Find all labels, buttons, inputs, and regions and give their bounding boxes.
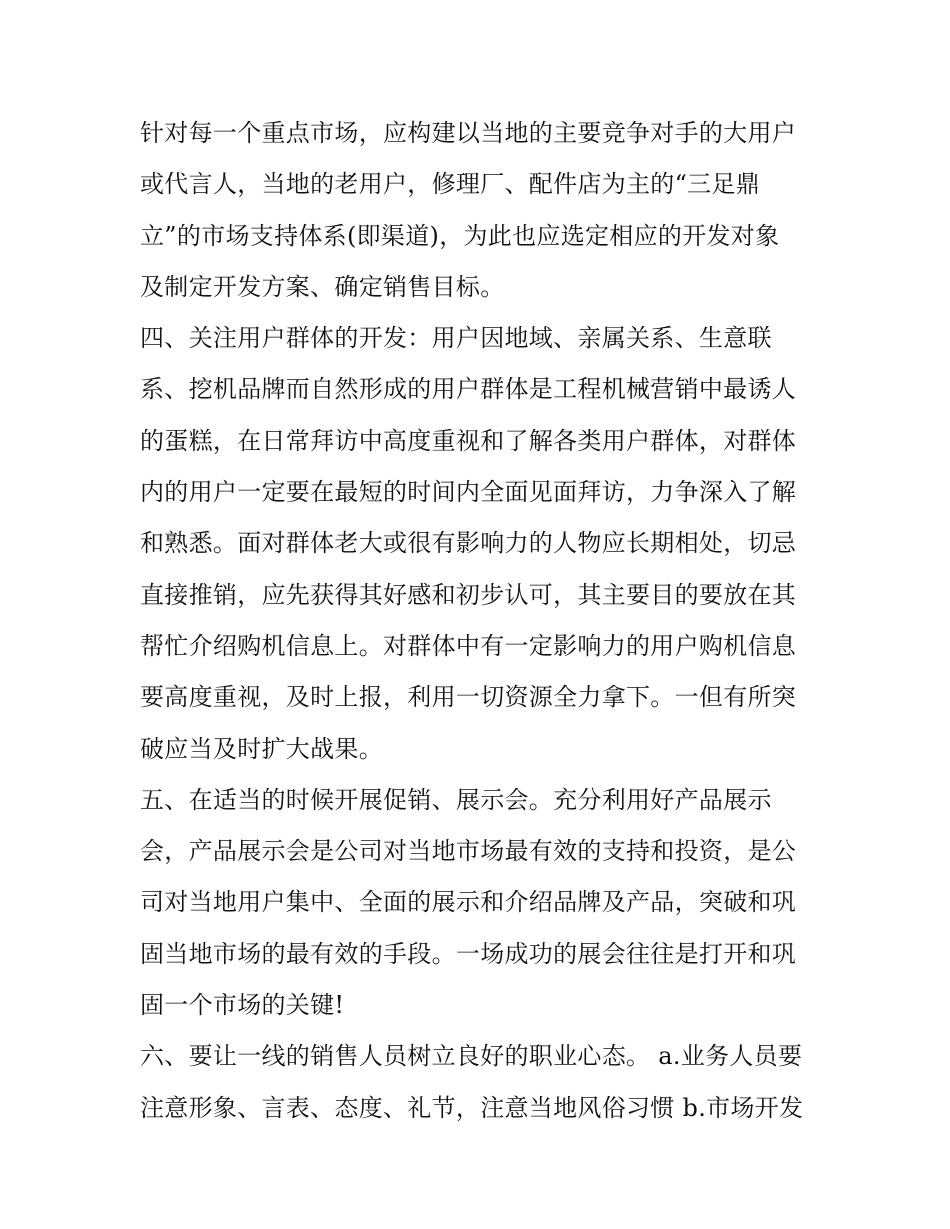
text-line: 的蛋糕，在日常拜访中高度重视和了解各类用户群体，对群体 xyxy=(140,426,797,455)
text-line: 固一个市场的关键! xyxy=(140,991,345,1020)
text-line: 及制定开发方案、确定销售目标。 xyxy=(140,272,505,301)
text-line: 和熟悉。面对群体老大或很有影响力的人物应长期相处，切忌 xyxy=(140,529,797,558)
text-line: 针对每一个重点市场，应构建以当地的主要竞争对手的大用户 xyxy=(140,119,797,147)
text-line: 破应当及时扩大战果。 xyxy=(140,734,383,763)
text-line: 固当地市场的最有效的手段。一场成功的展会往往是打开和巩 xyxy=(140,939,797,968)
text-line: 会，产品展示会是公司对当地市场最有效的支持和投资，是公 xyxy=(140,837,797,866)
text-line: 系、挖机品牌而自然形成的用户群体是工程机械营销中最诱人 xyxy=(140,375,797,404)
text-line: 或代言人，当地的老用户，修理厂、配件店为主的“三足鼎 xyxy=(140,170,761,199)
text-line: 司对当地用户集中、全面的展示和介绍品牌及产品，突破和巩 xyxy=(140,888,797,917)
text-line: 直接推销，应先获得其好感和初步认可，其主要目的要放在其 xyxy=(140,580,797,609)
text-line: 要高度重视，及时上报，利用一切资源全力拿下。一但有所突 xyxy=(140,683,797,712)
text-line: 内的用户一定要在最短的时间内全面见面拜访，力争深入了解 xyxy=(140,478,797,507)
text-line: 注意形象、言表、态度、礼节，注意当地风俗习惯 b.市场开发 xyxy=(140,1093,804,1122)
text-line: 六、要让一线的销售人员树立良好的职业心态。 a.业务人员要 xyxy=(140,1042,803,1071)
document-body xyxy=(140,108,820,1134)
text-line: 四、关注用户群体的开发：用户因地域、亲属关系、生意联 xyxy=(140,324,772,353)
text-line: 五、在适当的时候开展促销、展示会。充分利用好产品展示 xyxy=(140,785,772,814)
text-line: 立”的市场支持体系(即渠道)，为此也应选定相应的开发对象 xyxy=(140,221,780,250)
text-line: 帮忙介绍购机信息上。对群体中有一定影响力的用户购机信息 xyxy=(140,631,797,660)
